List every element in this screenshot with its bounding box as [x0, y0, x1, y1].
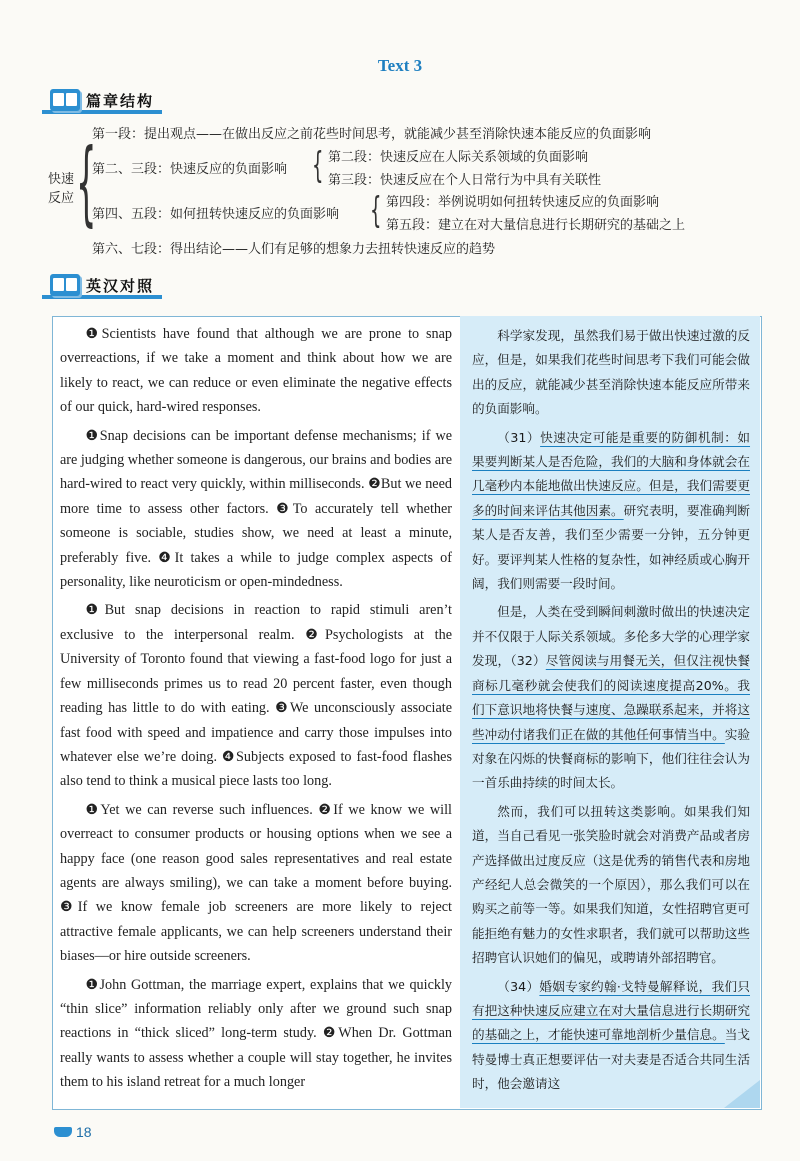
- brace-icon: {: [76, 129, 97, 236]
- underlined-text: 快速决定可能是重要的防御机制：如果要判断某人是否危险，我们的大脑和身体就会在几毫秒内本能地做出快速反应。但是，我们需要更多的时间来评估其他因素。: [472, 429, 751, 518]
- structure-para67: 第六、七段：得出结论——人们有足够的想象力去扭转快速反应的趋势: [92, 242, 496, 257]
- graduation-cap-icon: [54, 1127, 72, 1137]
- chinese-text: 实验对象在闪烁的快餐商标的影响下，他们往往会认为一首乐曲持续的时间太长。: [472, 726, 751, 791]
- structure-para1: 第一段：提出观点——在做出反应之前花些时间思考，就能减少甚至消除快速本能反应的负面影响: [92, 127, 652, 142]
- structure-para23: 第二、三段：快速反应的负面影响: [92, 162, 288, 177]
- english-column: [60, 322, 452, 1099]
- brace-icon: {: [370, 190, 382, 231]
- english-paragraph: ❶Scientists have found that although we are prone to snap overreactions, if we take a moment and think about how we are likely to react, we can reduce or even eliminate the negative effects of our quick, hard-wired responses.: [60, 326, 452, 416]
- question-number: （34）: [497, 978, 540, 994]
- chinese-paragraph: 然而，我们可以扭转这类影响。如果我们知道，当自己看见一张笑脸时就会对消费产品或者房产选择做出过度反应（这是优秀的销售代表和房地产经纪人总会微笑的一个原因），那么我们可以在购买之前等一等。如果我们知道，女性招聘官更可能拒绝有魅力的女性求职者，我们就可以帮助这些招聘官认识她们的偏见，或聘请外部招聘官。: [472, 803, 750, 966]
- brace-icon: {: [312, 145, 324, 186]
- structure-root: 快速反应: [48, 172, 75, 206]
- chinese-text: 但是，人类在受到瞬间刺激时做出的快速决定并不仅限于人际关系领域。多伦多大学的心理学家发现，（32）: [472, 604, 750, 669]
- structure-para4: 第四段：举例说明如何扭转快速反应的负面影响: [386, 195, 660, 210]
- section-header-bilingual: [50, 273, 154, 297]
- english-paragraph: ❶Snap decisions can be important defense mechanisms; if we are judging whether someone is dangerous, our brains and bodies are hard-wired to react very quickly, within milliseconds. ❷But we need more time to assess other factors. ❸To accurately tell whether someone is sociable, studies show, we need at least a minute, preferably five. ❹It takes a while to judge complex aspects of personality, like neuroticism or open-mindedness.: [60, 427, 453, 591]
- page-number: 18: [76, 1124, 92, 1140]
- english-paragraph: ❶Yet we can reverse such influences. ❷If we know we will overreact to consumer products or housing options when we see a happy face (one reason good sales representatives and real estate agents are always smiling), we can take a moment before buying. ❸If we know female job screeners are more likely to reject attractive female applicants, we can help screeners understand their biases—or hire outside screeners.: [60, 801, 452, 965]
- chinese-paragraph: [472, 975, 750, 1097]
- structure-para3: 第三段：快速反应在个人日常行为中具有关联性: [328, 173, 602, 188]
- page-title: Text 3: [377, 56, 423, 75]
- chinese-paragraph: [472, 600, 750, 795]
- question-number: （31）: [497, 429, 541, 445]
- book-icon: [50, 89, 80, 111]
- english-paragraph: ❶But snap decisions in reaction to rapid stimuli aren’t exclusive to the interpersonal realm. ❷Psychologists at the University of Toronto found that viewing a fast-food logo for just a few milliseconds primes us to read 20 percent faster, even though reading has little to do with eating. ❸We unconsciously associate fast food with speed and impatience and carry those impulses into whatever else we’re doing. ❹Subjects exposed to fast-food flashes also tend to think a musical piece lasts too long.: [60, 602, 452, 790]
- chinese-paragraph: 科学家发现，虽然我们易于做出快速过激的反应，但是，如果我们花些时间思考下我们可能会做出的反应，就能减少甚至消除快速本能反应所带来的负面影响。: [472, 328, 750, 417]
- section-label-structure: 篇章结构: [86, 91, 155, 110]
- structure-para5: 第五段：建立在对大量信息进行长期研究的基础之上: [386, 218, 686, 233]
- english-paragraph: ❶John Gottman, the marriage expert, explains that we quickly “thin slice” information reliably only after we ground such snap reactions in “thick sliced” long-term study. ❷When Dr. Gottman really wants to assess whether a couple will stay together, he invites them to his island retreat for a much longer: [60, 976, 452, 1091]
- underlined-text: 婚姻专家约翰·戈特曼解释说，我们只有把这种快速反应建立在对大量信息进行长期研究的基础之上，才能快速可靠地剖析少量信息。: [472, 978, 750, 1043]
- page-number-area: [54, 1124, 92, 1140]
- underlined-text: 尽管阅读与用餐无关，但仅注视快餐商标几毫秒就会使我们的阅读速度提高20%。我们下意识地将快餐与速度、急躁联系起来，并将这些冲动付诸我们正在做的其他任何事情当中。: [472, 653, 750, 742]
- page-curl-decoration: [724, 1080, 760, 1108]
- structure-para2: 第二段：快速反应在人际关系领域的负面影响: [328, 150, 589, 165]
- book-icon: [50, 274, 80, 296]
- section-label-bilingual: 英汉对照: [86, 276, 155, 295]
- chinese-paragraph: [472, 426, 750, 597]
- chinese-text: 当戈特曼博士真正想要评估一对夫妻是否适合共同生活时，他会邀请这: [472, 1027, 751, 1092]
- section-header-structure: [50, 88, 154, 112]
- chinese-column: [460, 316, 760, 1108]
- structure-para45: 第四、五段：如何扭转快速反应的负面影响: [92, 207, 340, 222]
- chinese-text: 研究表明，要准确判断某人是否友善，我们至少需要一分钟，五分钟更好。要评判某人性格的复杂性，如神经质或心胸开阔，我们则需要一段时间。: [472, 502, 751, 592]
